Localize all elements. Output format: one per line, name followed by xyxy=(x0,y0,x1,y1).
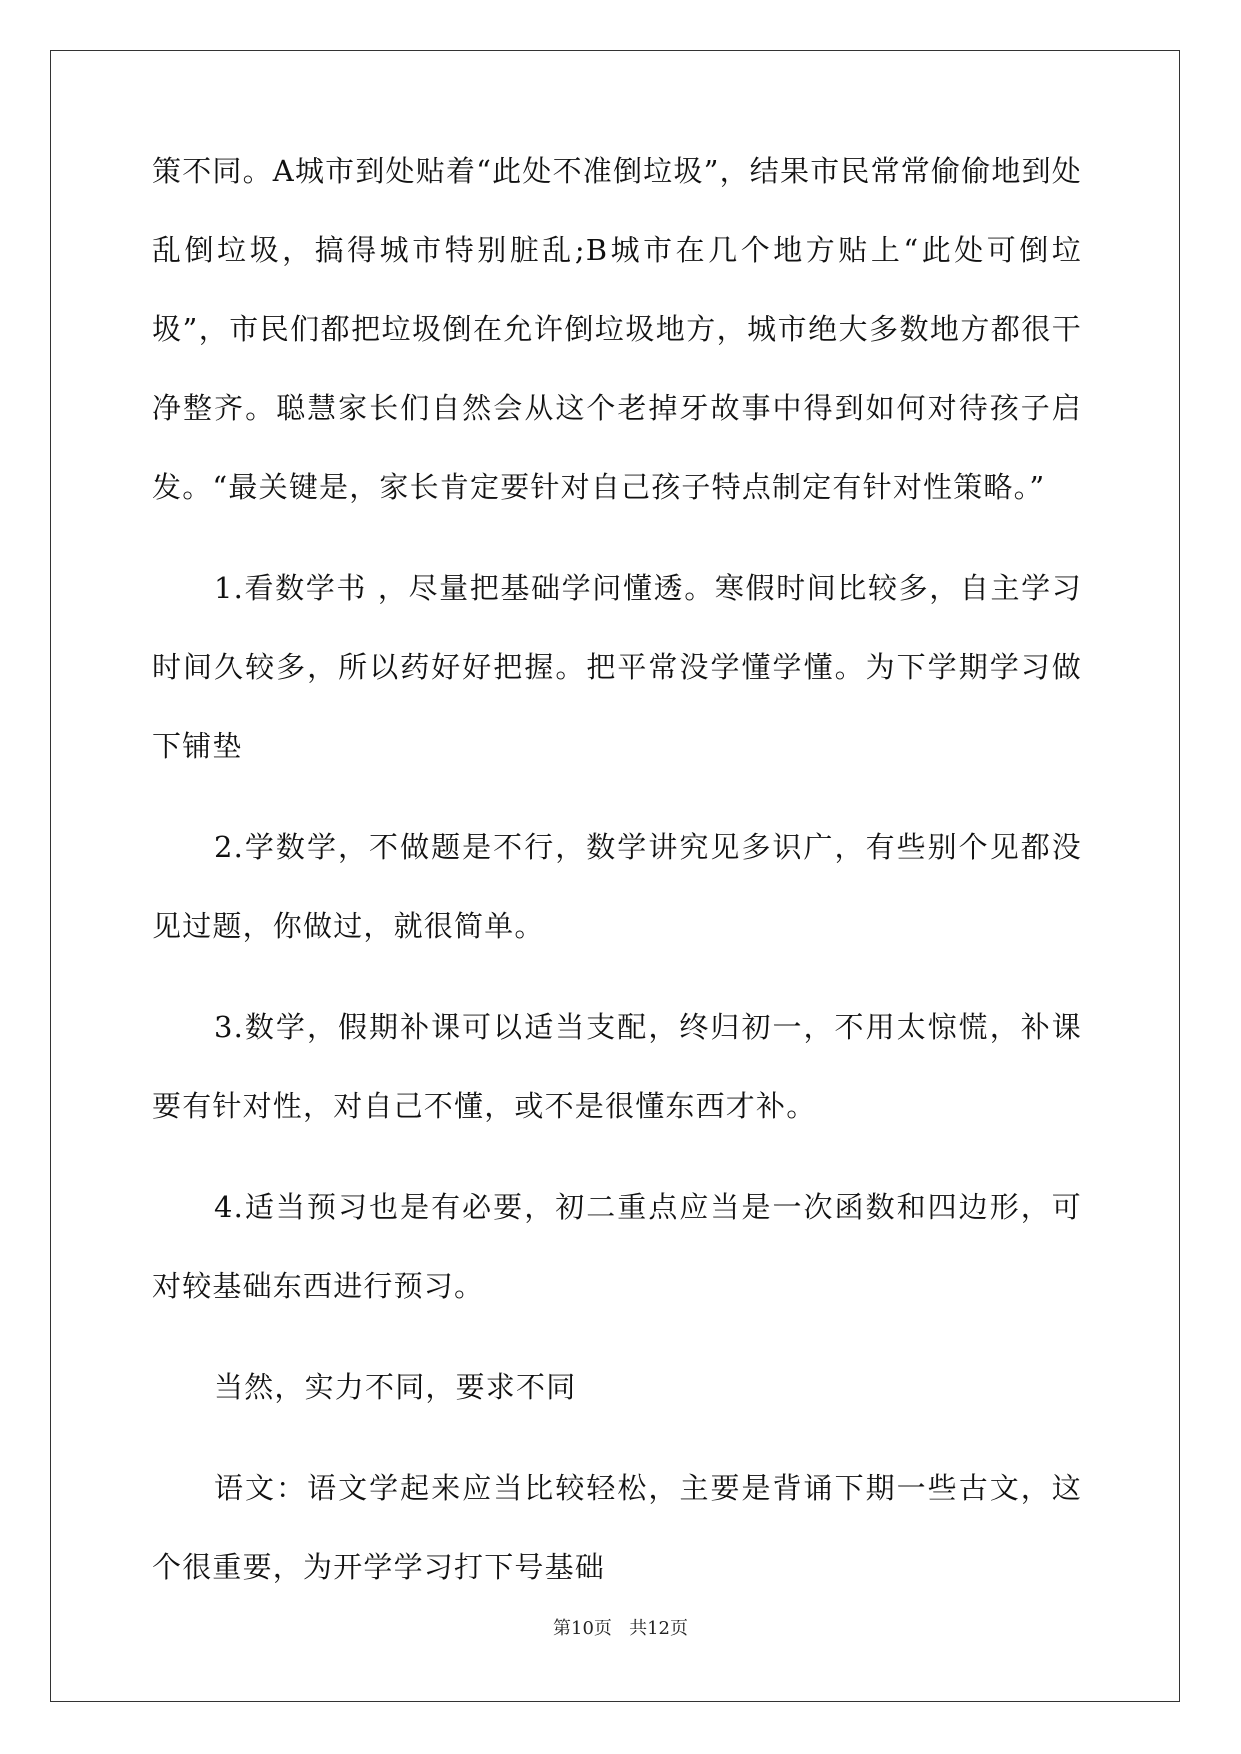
paragraph-continuation: 策不同。A城市到处贴着“此处不准倒垃圾”，结果市民常常偷偷地到处乱倒垃圾，搞得城市特别脏乱;B城市在几个地方贴上“此处可倒垃圾”，市民们都把垃圾倒在允许倒垃圾地方，城市绝大多数地方都很干净整齐。聪慧家长们自然会从这个老掉牙故事中得到如何对待孩子启发。“最关键是，家长肯定要针对自己孩子特点制定有针对性策略。” xyxy=(152,154,1082,504)
page-total: 共12页 xyxy=(629,1618,688,1639)
paragraph-point-3: 3.数学，假期补课可以适当支配，终归初一，不用太惊慌，补课要有针对性，对自己不懂，或不是很懂东西才补。 xyxy=(152,1010,1082,1123)
paragraph-chinese: 语文：语文学起来应当比较轻松，主要是背诵下期一些古文，这个很重要，为开学学习打下号基础 xyxy=(152,1471,1082,1584)
document-body xyxy=(152,154,1082,1629)
page-footer xyxy=(0,1614,1241,1640)
page-number: 第10页 xyxy=(553,1618,612,1639)
paragraph-note: 当然，实力不同，要求不同 xyxy=(214,1370,577,1404)
paragraph-point-1: 1.看数学书 ，尽量把基础学问懂透。寒假时间比较多，自主学习时间久较多，所以药好好把握。把平常没学懂学懂。为下学期学习做下铺垫 xyxy=(152,571,1082,763)
paragraph-point-2: 2.学数学，不做题是不行，数学讲究见多识广，有些别个见都没见过题，你做过，就很简单。 xyxy=(152,830,1082,943)
paragraph-point-4: 4.适当预习也是有必要，初二重点应当是一次函数和四边形，可对较基础东西进行预习。 xyxy=(152,1190,1082,1303)
